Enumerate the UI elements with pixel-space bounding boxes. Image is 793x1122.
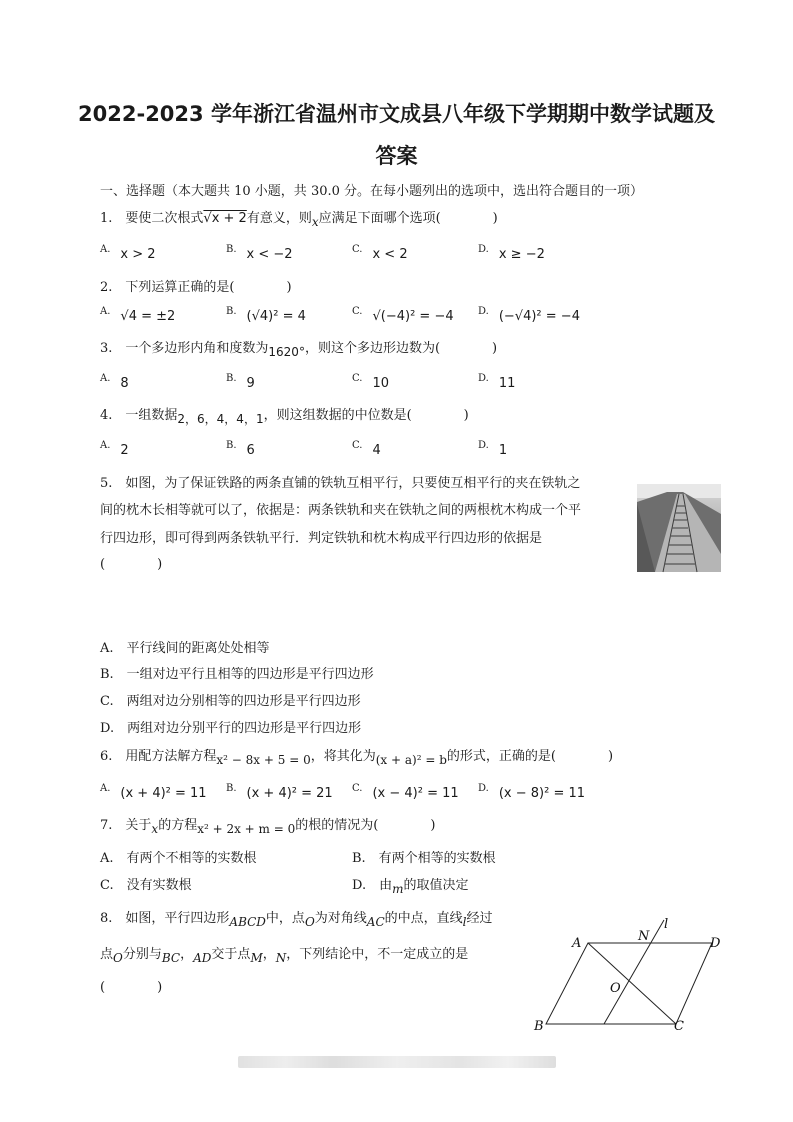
option-label: D. xyxy=(478,783,489,794)
option-label: C. xyxy=(352,440,363,451)
question-2: 2. 下列运算正确的是( ) xyxy=(100,280,292,295)
section-heading: 一、选择题（本大题共 10 小题，共 30.0 分。在每小题列出的选项中，选出符合题目的一项） xyxy=(100,184,644,199)
q6-option-b[interactable] xyxy=(226,783,333,801)
option-label: C. xyxy=(352,244,363,255)
q7-option-c[interactable]: C. 没有实数根 xyxy=(100,878,192,893)
option-label: A. xyxy=(100,373,111,384)
question-4 xyxy=(100,404,469,427)
q7-mid: 的方程 xyxy=(158,818,198,833)
option-text: 11 xyxy=(498,376,516,391)
line-l xyxy=(604,920,664,1024)
option-text: (x + 4)² = 11 xyxy=(120,786,207,801)
q7-optd-post: 的取值决定 xyxy=(403,878,469,893)
q8-text: 分别与 xyxy=(122,947,162,962)
q2-option-c[interactable] xyxy=(352,306,454,324)
q7-var: x xyxy=(151,822,159,836)
option-label: B. xyxy=(226,783,237,794)
option-label: D. xyxy=(478,440,489,451)
q8-o: O xyxy=(113,951,123,965)
option-text: √4 = ±2 xyxy=(120,309,176,324)
q4-option-c[interactable] xyxy=(352,440,381,458)
option-text: √(−4)² = −4 xyxy=(372,309,454,324)
label-o: O xyxy=(610,981,621,996)
q8-o: O xyxy=(304,915,315,929)
option-label: A. xyxy=(100,306,111,317)
label-b: B xyxy=(534,1019,544,1034)
q1-option-b[interactable] xyxy=(226,244,293,262)
option-text: x < 2 xyxy=(372,247,408,262)
option-label: B. xyxy=(226,244,237,255)
question-3 xyxy=(100,337,497,359)
q6-option-d[interactable] xyxy=(478,783,585,801)
parallelogram-abcd xyxy=(546,943,712,1024)
q8-text: 为对角线 xyxy=(314,911,367,926)
option-text: (x − 8)² = 11 xyxy=(498,786,586,801)
q6-option-a[interactable] xyxy=(100,783,207,801)
option-text: x < −2 xyxy=(246,247,293,262)
q7-post: 的根的情况为( ) xyxy=(295,818,436,833)
q6-eq: x² − 8x + 5 = 0 xyxy=(216,753,311,767)
label-c: C xyxy=(674,1019,684,1034)
option-label: A. xyxy=(100,244,111,255)
q2-option-b[interactable] xyxy=(226,306,306,324)
q1-option-a[interactable] xyxy=(100,244,156,262)
option-text: (x − 4)² = 11 xyxy=(372,786,459,801)
q8-text: 8. 如图，平行四边形 xyxy=(100,911,230,926)
q4-option-b[interactable] xyxy=(226,440,255,458)
question-5-line-4: ( ) xyxy=(100,557,163,572)
question-6 xyxy=(100,745,613,767)
q2-option-a[interactable] xyxy=(100,306,175,324)
title-line-2: 答案 xyxy=(375,144,418,168)
q5-option-a[interactable]: A. 平行线间的距离处处相等 xyxy=(100,641,270,656)
q6-post: 的形式，正确的是( ) xyxy=(446,749,614,764)
option-label: C. xyxy=(352,306,363,317)
q7-eq: x² + 2x + m = 0 xyxy=(197,822,296,836)
q8-bc: BC xyxy=(161,951,181,965)
option-label: B. xyxy=(226,373,237,384)
q8-ad: AD xyxy=(193,951,212,965)
option-label: C. xyxy=(352,783,363,794)
q7-option-d[interactable] xyxy=(352,874,469,896)
q1-option-d[interactable] xyxy=(478,244,545,262)
q4-pre: 4. 一组数据 xyxy=(100,408,178,423)
q3-value: 1620° xyxy=(268,345,305,359)
q5-option-b[interactable]: B. 一组对边平行且相等的四边形是平行四边形 xyxy=(100,667,374,682)
q3-option-d[interactable] xyxy=(478,373,515,391)
option-label: D. xyxy=(478,373,489,384)
q4-data: 2，6，4，4，1 xyxy=(177,412,264,426)
option-text: 6 xyxy=(246,443,255,458)
option-text: x ≥ −2 xyxy=(498,247,545,262)
option-label: D. xyxy=(478,244,489,255)
option-label: B. xyxy=(226,440,237,451)
q1-var: x xyxy=(311,215,319,229)
q8-text: 中，点 xyxy=(265,911,305,926)
q7-optd-pre: D. 由 xyxy=(352,878,393,893)
q8-text: 交于点 xyxy=(211,947,251,962)
parallelogram-figure xyxy=(526,914,726,1034)
title-line-1: 2022-2023 学年浙江省温州市文成县八年级下学期期中数学试题及 xyxy=(78,102,715,126)
option-text: 1 xyxy=(498,443,508,458)
option-text: 9 xyxy=(246,376,255,391)
q1-mid: 有意义，则 xyxy=(246,211,312,226)
question-8-line-2 xyxy=(100,943,468,965)
question-5-line-1: 5. 如图，为了保证铁路的两条直铺的铁轨互相平行，只要使互相平行的夹在铁轨之 xyxy=(100,476,581,491)
question-8-line-1 xyxy=(100,907,493,929)
q2-option-d[interactable] xyxy=(478,306,580,324)
q8-text: ，下列结论中，不一定成立的是 xyxy=(286,947,469,962)
option-text: 2 xyxy=(120,443,129,458)
q4-option-a[interactable] xyxy=(100,440,129,458)
q6-pre: 6. 用配方法解方程 xyxy=(100,749,217,764)
question-8-line-3: ( ) xyxy=(100,980,163,995)
q3-post: ，则这个多边形边数为( ) xyxy=(304,341,498,356)
q6-option-c[interactable] xyxy=(352,783,459,801)
q5-option-c[interactable]: C. 两组对边分别相等的四边形是平行四边形 xyxy=(100,694,361,709)
option-label: C. xyxy=(352,373,363,384)
label-n: N xyxy=(638,929,650,944)
q1-option-c[interactable] xyxy=(352,244,408,262)
q8-abcd: ABCD xyxy=(229,915,266,929)
option-label: D. xyxy=(478,306,489,317)
q8-ac: AC xyxy=(366,915,385,929)
question-7 xyxy=(100,814,435,836)
q8-m: M xyxy=(250,951,263,965)
diagonal-ac xyxy=(588,943,676,1024)
blurred-footer-watermark xyxy=(238,1056,556,1068)
q7-pre: 7. 关于 xyxy=(100,818,152,833)
q4-post: ，则这组数据的中位数是( ) xyxy=(263,408,469,423)
option-text: x > 2 xyxy=(120,247,156,262)
q4-option-d[interactable] xyxy=(478,440,507,458)
q7-option-b[interactable]: B. 有两个相等的实数根 xyxy=(352,851,496,866)
q5-option-d[interactable]: D. 两组对边分别平行的四边形是平行四边形 xyxy=(100,721,362,736)
option-text: (−√4)² = −4 xyxy=(498,309,580,324)
q8-text: ， xyxy=(180,947,194,962)
question-5-line-2: 间的枕木长相等就可以了，依据是：两条铁轨和夹在铁轨之间的两根枕木构成一个平 xyxy=(100,503,582,518)
question-5-line-3: 行四边形，即可得到两条铁轨平行．判定铁轨和枕木构成平行四边形的依据是 xyxy=(100,531,543,546)
option-text: (x + 4)² = 21 xyxy=(246,786,333,801)
q7-optd-var: m xyxy=(392,882,404,896)
q6-mid: ，将其化为 xyxy=(310,749,376,764)
q6-form: (x + a)² = b xyxy=(375,753,447,767)
q8-text: 点 xyxy=(100,947,114,962)
q1-pre: 1. 要使二次根式 xyxy=(100,211,204,226)
question-1 xyxy=(100,207,498,229)
option-label: A. xyxy=(100,440,111,451)
q7-option-a[interactable]: A. 有两个不相等的实数根 xyxy=(100,851,257,866)
label-d: D xyxy=(710,936,721,951)
option-text: 10 xyxy=(372,376,390,391)
option-text: (√4)² = 4 xyxy=(246,309,306,324)
q8-text: ， xyxy=(262,947,276,962)
q8-n: N xyxy=(275,951,287,965)
option-label: B. xyxy=(226,306,237,317)
q8-text: 经过 xyxy=(466,911,493,926)
label-l: l xyxy=(664,917,669,932)
q8-text: 的中点，直线 xyxy=(384,911,463,926)
option-text: 8 xyxy=(120,376,129,391)
q3-option-b[interactable] xyxy=(226,373,255,391)
q1-post: 应满足下面哪个选项( ) xyxy=(318,211,498,226)
q1-expr: √x + 2 xyxy=(203,211,247,226)
option-text: 4 xyxy=(372,443,381,458)
label-a: A xyxy=(572,936,582,951)
q8-l: l xyxy=(462,915,467,929)
q3-pre: 3. 一个多边形内角和度数为 xyxy=(100,341,269,356)
q3-option-c[interactable] xyxy=(352,373,389,391)
q3-option-a[interactable] xyxy=(100,373,129,391)
option-label: A. xyxy=(100,783,111,794)
railway-photo xyxy=(637,484,721,572)
